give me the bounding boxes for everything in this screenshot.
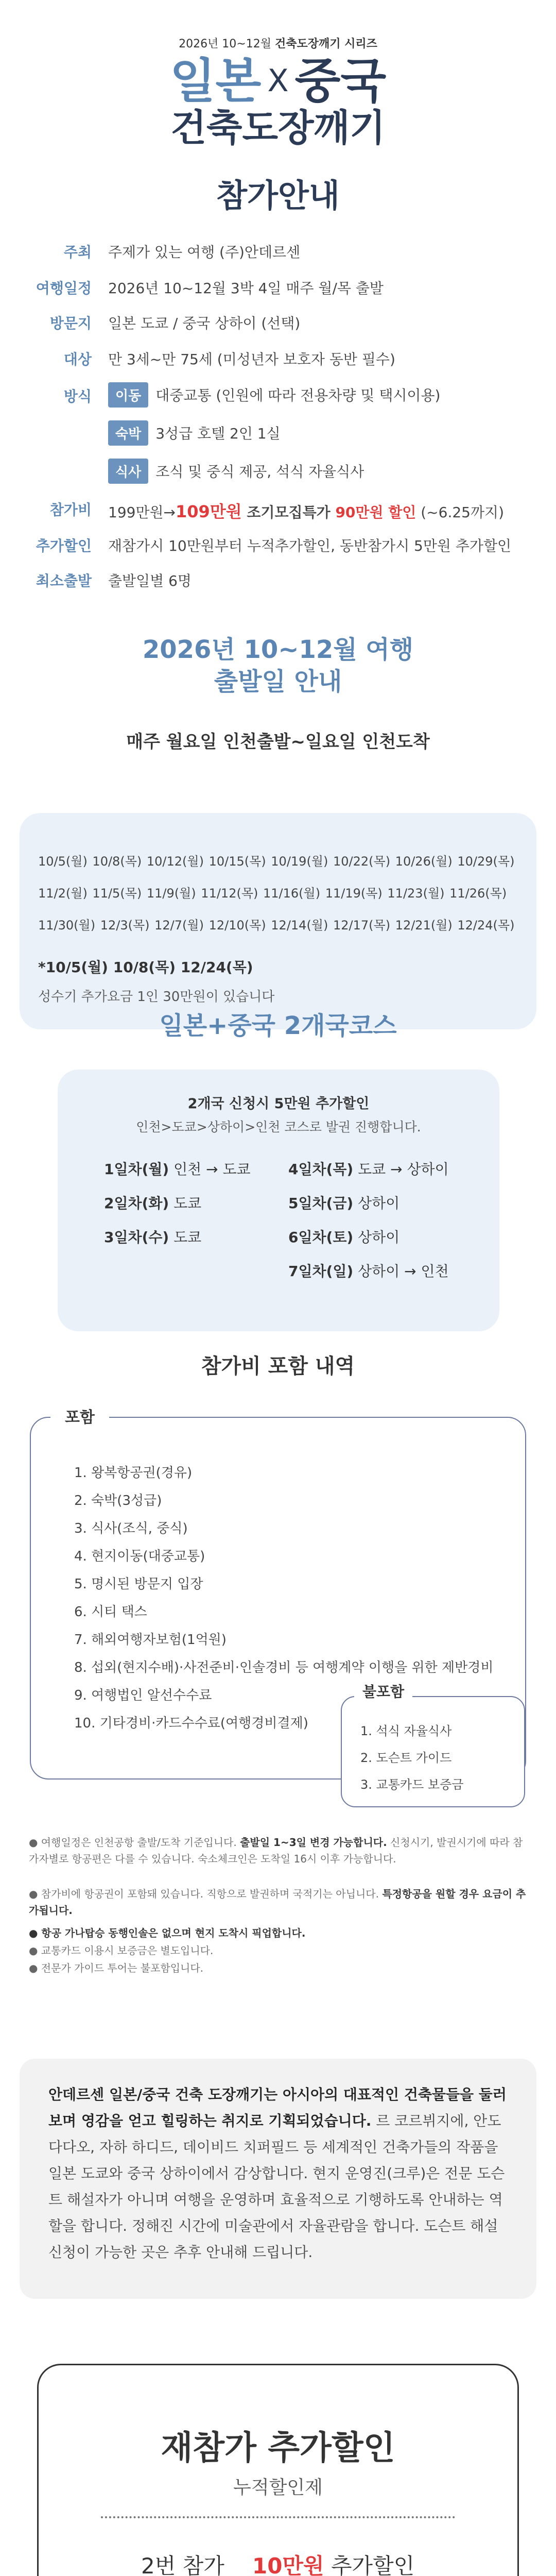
main-title: 일본 X 중국 (169, 54, 387, 109)
date-row: 11/2(월) 11/5(목) 11/9(월) 11/12(목) 11/16(월) 11/19(목) 11/23(월) 11/26(목) (38, 886, 507, 901)
departure-dates-box (20, 813, 536, 1029)
exclude-item: 2. 도슨트 가이드 (360, 1751, 452, 1765)
tag-lodging: 숙박 (108, 420, 148, 446)
include-item: 8. 섭외(현지수배)·사전준비·인솔경비 등 여행계약 이행을 위한 제반경비 (74, 1660, 494, 1675)
exclude-item: 3. 교통카드 보증금 (360, 1777, 464, 1792)
note-pickup: ● 항공 가나탑승 동행인솔은 없으며 현지 도착시 픽업합니다. (29, 1927, 306, 1939)
itinerary-day: 4일차(목) 도쿄 → 상하이 (288, 1161, 449, 1178)
include-item: 4. 현지이동(대중교통) (74, 1549, 205, 1564)
include-item: 9. 여행법인 알선수수료 (74, 1688, 212, 1703)
itinerary-day: 2일차(화) 도쿄 (104, 1195, 202, 1212)
include-item: 2. 숙박(3성급) (74, 1493, 162, 1509)
note-airfare: ● 참가비에 항공권이 포함돼 있습니다. 직항으로 발권하며 국적기는 아닙니다. 특정항공을 원할 경우 요금이 추가됩니다. (29, 1888, 526, 1917)
note-schedule: ● 여행일정은 인천공항 출발/도착 기준입니다. 출발일 1~3일 변경 가능합니다. 신청시기, 발권시기에 따라 참가자별로 항공편은 다를 수 있습니다. 숙소체크인은 도착일 16시 이후 가능합니다. (29, 1836, 523, 1865)
include-item: 10. 기타경비·카드수수료(여행경비결제) (74, 1716, 308, 1731)
peak-season-note: 성수기 추가요금 1인 30만원이 있습니다 (38, 989, 275, 1005)
includes-label: 포함 (50, 1404, 109, 1427)
tag-transport: 이동 (108, 382, 148, 408)
description-text: 안데르센 일본/중국 건축 도장깨기는 아시아의 대표적인 건축물들을 둘러보며 영감을 얻고 힐링하는 취지로 기획되었습니다. 르 코르뷔지에, 안도 다다오, 자하 하디드, 데이비드 치퍼필드 등 세계적인 건축가들의 작품을 일본 도쿄와 중국 상하이에서 감상합니다. 현지 운영진(크루)은 전문 도슨트 해설자가 아니며 여행을 운영하며 효율적으로 기행하도록 안내하는 역할을 합니다. 정해진 시간에 미술관에서 자율관람을 합니다. 도슨트 해설 신청이 가능한 곳은 추후 안내해 드립니다. (48, 2086, 507, 2261)
course-title: 일본+중국 2개국코스 (159, 1011, 397, 1040)
note-transport-card: ● 교통카드 이용시 보증금은 별도입니다. (29, 1944, 214, 1957)
series-caption: 2026년 10~12월 건축도장깨기 시리즈 (179, 38, 377, 50)
itinerary-day: 6일차(토) 상하이 (288, 1229, 400, 1246)
dates-title: 2026년 10~12월 여행 출발일 안내 (142, 635, 414, 697)
course-route: 인천>도쿄>상하이>인천 코스로 발권 진행합니다. (136, 1120, 421, 1134)
include-item: 7. 해외여행자보험(1억원) (74, 1632, 227, 1648)
itinerary-day: 7일차(일) 상하이 → 인천 (288, 1263, 449, 1280)
description-box (20, 2059, 536, 2299)
include-item: 6. 시티 택스 (74, 1604, 147, 1620)
include-item: 5. 명시된 방문지 입장 (74, 1577, 203, 1592)
include-item: 3. 식사(조식, 중식) (74, 1521, 188, 1536)
page-title: 참가안내 (216, 177, 340, 214)
date-row: 10/5(월) 10/8(목) 10/12(월) 10/15(목) 10/19(월) 10/22(목) 10/26(월) 10/29(목) (38, 854, 515, 869)
date-row: 11/30(월) 12/3(목) 12/7(월) 12/10(목) 12/14(월) 12/17(목) 12/21(월) 12/24(목) (38, 918, 515, 933)
itinerary-day: 5일차(금) 상하이 (288, 1195, 400, 1212)
include-item: 1. 왕복항공권(경유) (74, 1465, 193, 1481)
dates-subtitle: 매주 월요일 인천출발~일요일 인천도착 (126, 732, 430, 752)
excludes-label: 불포함 (354, 1681, 412, 1701)
dotted-divider (101, 2516, 455, 2518)
course-heading: 2개국 신청시 5만원 추가할인 (187, 1096, 370, 1112)
itinerary-day: 1일차(월) 인천 → 도쿄 (104, 1161, 251, 1178)
rejoin-discount-box (37, 2364, 519, 2576)
includes-title: 참가비 포함 내역 (201, 1354, 355, 1378)
itinerary-day: 3일차(수) 도쿄 (104, 1229, 202, 1246)
main-title-line2: 건축도장깨기 (170, 106, 386, 149)
rejoin-title: 재참가 추가할인 (161, 2429, 395, 2467)
tag-meals: 식사 (108, 459, 148, 484)
rejoin-subtitle: 누적할인제 (233, 2477, 323, 2498)
note-guide: ● 전문가 가이드 투어는 불포함입니다. (29, 1962, 204, 1974)
exclude-item: 1. 석식 자율식사 (360, 1724, 452, 1738)
peak-season-dates: *10/5(월) 10/8(목) 12/24(목) (38, 959, 253, 976)
course-box (58, 1070, 499, 1331)
